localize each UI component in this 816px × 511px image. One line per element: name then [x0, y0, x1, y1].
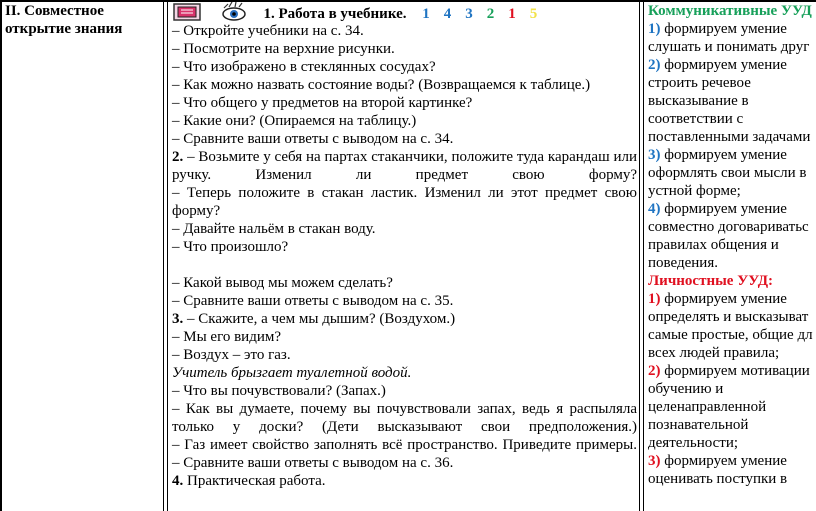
table-left-border [0, 0, 2, 511]
text-line: – Как можно назвать состояние воды? (Возвращаемся к таблице.) [172, 77, 591, 93]
eye-icon [220, 2, 248, 28]
text-line [648, 20, 816, 38]
item-number: 3) [648, 453, 661, 469]
communicative-heading: Коммуникативные УУД [648, 3, 812, 19]
item-number: 4) [648, 201, 661, 217]
task-title: 1. Работа в учебнике. [263, 6, 407, 23]
text-line: строить речевое [648, 75, 751, 91]
text-line: всех людей правила; [648, 345, 780, 361]
text-line [172, 310, 637, 328]
text-paragraph: – Газ имеет свойство заполнять всё пространство. Приведите примеры. [172, 437, 637, 453]
text-line: совместно договариватьс [648, 219, 809, 235]
text-paragraph: – Теперь положите в стакан ластик. Изменил ли этот предмет свою форму? [172, 185, 637, 219]
item-number: 4. [172, 473, 184, 489]
column-divider [643, 0, 644, 511]
text-line: – Что вы почувствовали? (Запах.) [172, 383, 386, 399]
text-span: формируем умение [664, 291, 787, 307]
item-number: 1) [648, 291, 661, 307]
text-line: оформлять свои мысли в [648, 165, 807, 181]
text-line: поведения. [648, 255, 718, 271]
digit-sequence [422, 6, 551, 22]
text-line: – Сравните ваши ответы с выводом на с. 34. [172, 131, 454, 147]
text-span: формируем умение [664, 57, 787, 73]
text-span: формируем умение [664, 201, 787, 217]
text-line: – Мы его видим? [172, 329, 282, 345]
text-line: – Какой вывод мы можем сделать? [172, 275, 393, 291]
text-line: – Что изображено в стеклянных сосудах? [172, 59, 436, 75]
text-line [648, 362, 816, 380]
text-line: – Что общего у предметов на второй картинке? [172, 95, 473, 111]
blank-line [172, 256, 637, 274]
text-span: – Скажите, а чем мы дышим? (Воздухом.) [187, 311, 456, 327]
item-number: 3) [648, 147, 661, 163]
stage-cell [5, 2, 160, 38]
digit: 2 [486, 6, 495, 23]
text-line: правилах общения и [648, 237, 779, 253]
text-line: обучению и [648, 381, 724, 397]
text-line [648, 452, 816, 470]
task-header [172, 2, 637, 22]
column-divider [163, 0, 164, 511]
digit: 1 [422, 6, 430, 23]
text-line [172, 472, 637, 490]
uud-cell [648, 2, 816, 488]
text-line: познавательной [648, 417, 749, 433]
activity-cell [172, 2, 637, 490]
text-line: самые простые, общие дл [648, 327, 813, 343]
text-line: слушать и понимать друг [648, 39, 810, 55]
item-number: 1) [648, 21, 661, 37]
item-number: 2) [648, 363, 661, 379]
text-line: соответствии с [648, 111, 744, 127]
text-line: – Давайте нальём в стакан воду. [172, 221, 376, 237]
stage-label: II. Совместное открытие знания [5, 3, 123, 37]
text-line [648, 56, 816, 74]
text-span: формируем умение [664, 147, 787, 163]
book-icon [172, 3, 202, 27]
text-line: деятельности; [648, 435, 739, 451]
text-span: формируем мотивации [664, 363, 810, 379]
digit: 5 [529, 6, 538, 23]
text-line: высказывание в [648, 93, 749, 109]
column-divider [167, 0, 168, 511]
item-number: 2) [648, 57, 661, 73]
text-span: формируем умение [664, 21, 787, 37]
item-number: 3. [172, 311, 184, 327]
text-line: оценивать поступки в [648, 471, 788, 487]
digit: 1 [508, 6, 516, 23]
text-line: – Что произошло? [172, 239, 289, 255]
text-span: – Возьмите у себя на партах стаканчики, положите туда карандаш или ручку. Изменил ли предмет свою форму? [172, 149, 637, 183]
personal-heading: Личностные УУД: [648, 273, 774, 289]
text-line: – Откройте учебники на с. 34. [172, 23, 364, 39]
text-line: – Воздух – это газ. [172, 347, 291, 363]
text-line: поставленными задачами [648, 129, 811, 145]
text-line: целенаправленной [648, 399, 767, 415]
text-line [648, 146, 816, 164]
text-line: – Сравните ваши ответы с выводом на с. 35. [172, 293, 454, 309]
text-line: Учитель брызгает туалетной водой. [172, 365, 412, 381]
digit: 3 [465, 6, 473, 23]
text-line: – Посмотрите на верхние рисунки. [172, 41, 395, 57]
text-line: определять и высказыват [648, 309, 809, 325]
column-divider [639, 0, 640, 511]
text-line: – Какие они? (Опираемся на таблицу.) [172, 113, 417, 129]
text-line: – Сравните ваши ответы с выводом на с. 36. [172, 455, 454, 471]
text-paragraph [172, 148, 637, 184]
text-span: формируем умение [664, 453, 787, 469]
digit: 4 [443, 6, 452, 23]
text-line: устной форме; [648, 183, 741, 199]
text-line [648, 200, 816, 218]
text-span: Практическая работа. [187, 473, 326, 489]
text-line [648, 290, 816, 308]
item-number: 2. [172, 149, 184, 165]
text-paragraph: – Как вы думаете, почему вы почувствовали запах, ведь я распыляла только у доски? (Дети высказывают свои предположения.) [172, 401, 637, 435]
